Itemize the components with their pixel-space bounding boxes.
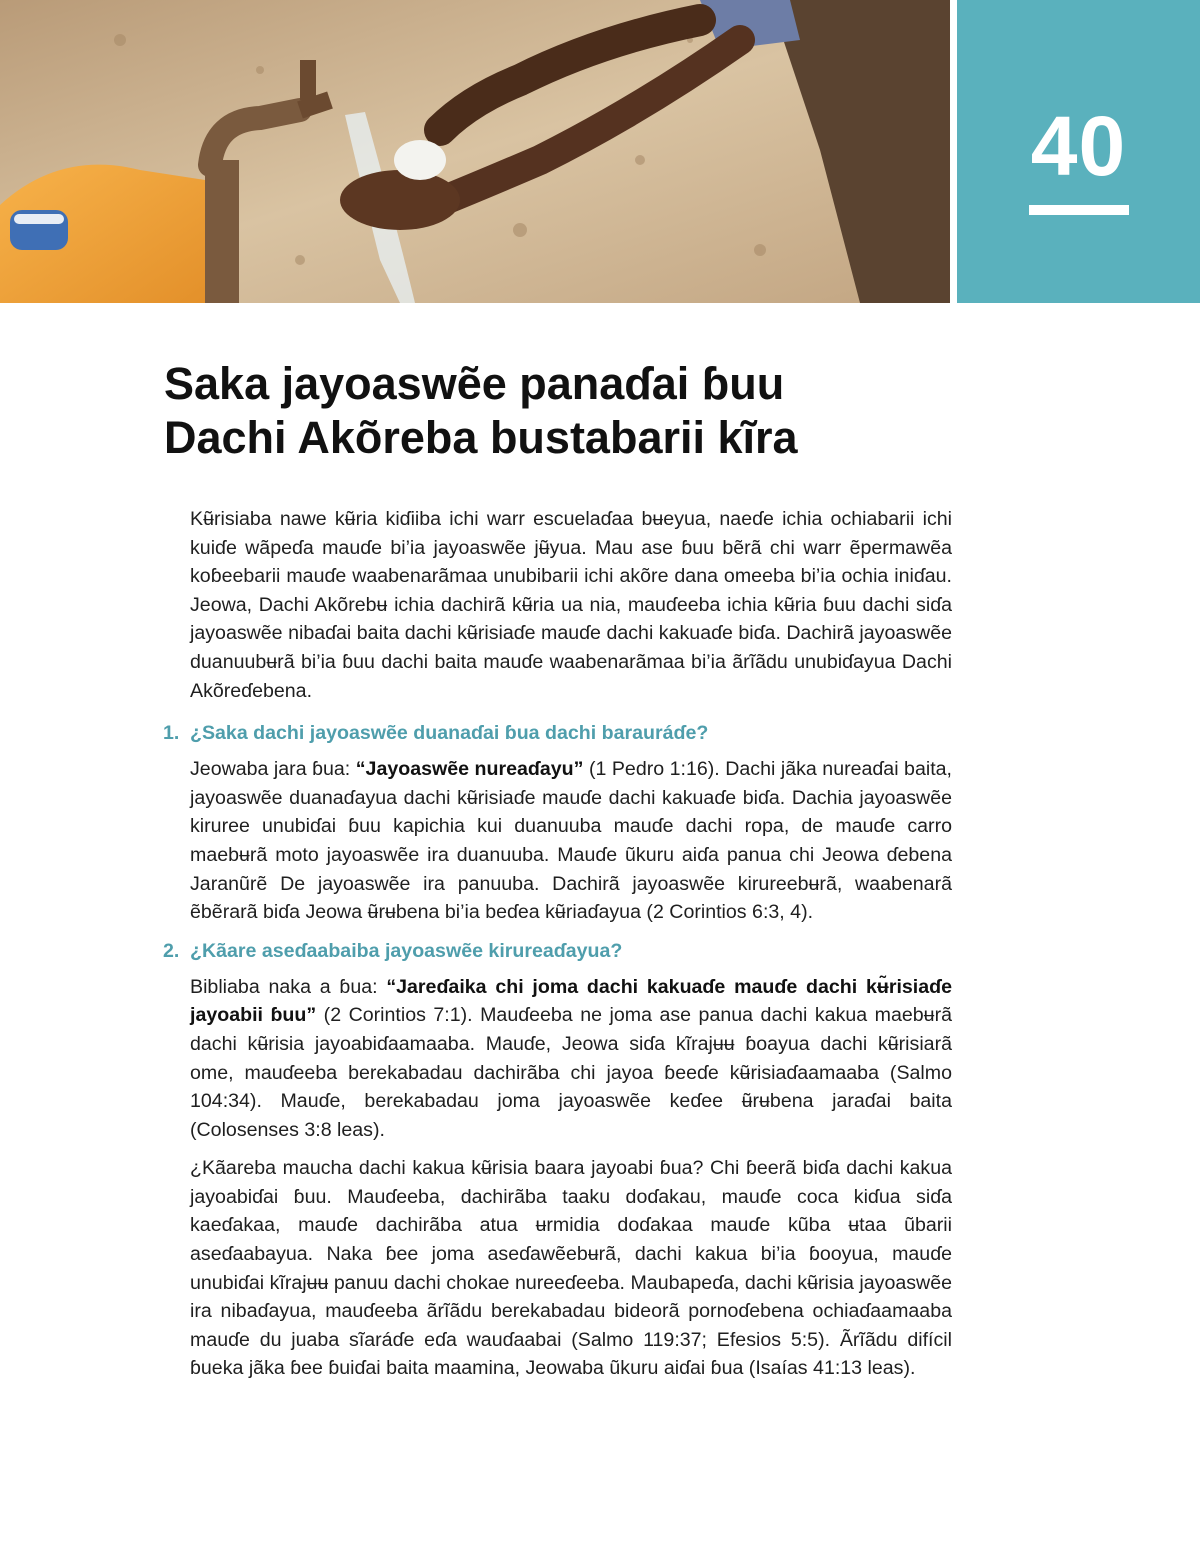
answer-1-lead: Jeowaba jara ɓua:: [190, 758, 356, 781]
lesson-number-box: [957, 0, 1200, 303]
question-2-number: 2.: [163, 939, 180, 962]
page-title-line-2: Dachi Akõreba bustabarii kĩra: [164, 412, 798, 463]
answer-1-paragraph: [190, 755, 952, 927]
answer-1-text: (1 Pedro 1:16). Dachi jãka nureaɗai baita, jayoaswẽe duanaɗayua dachi kʉ̃risiaɗe mauɗe dachi kakuaɗe biɗa. Dachia jayoaswẽe kiruree unubiɗai ɓuu kapichia kui duanuuba mauɗe dachi ropa, de mauɗe carro maebʉrã moto jayoaswẽe ira duanuuba. Mauɗe ũkuru aiɗa panua chi Jeowa ɗebena Jaranũrẽ De jayoaswẽe ira panuuba. Dachirã jayoaswẽe kirureebʉrã, waabenarã ẽbẽrarã biɗa Jeowa ʉ̃rʉbena bi’ia beɗea kʉ̃riaɗayua (2 Corintios 6:3, 4).: [190, 758, 952, 924]
lesson-content: [163, 505, 952, 1393]
hands-washing-under-tap-photo: [0, 0, 950, 303]
answer-2-text: (2 Corintios 7:1). Mauɗeeba ne joma ase panua dachi kakua maebʉrã dachi kʉ̃risia jayoabiɗaamaaba. Mauɗe, Jeowa siɗa kĩrajʉʉ ɓoayua dachi kʉ̃risiarã ome, mauɗeeba berekabadau dachirãba chi jayoa ɓeeɗe kʉ̃risiaɗaamaaba (Salmo 104:34). Mauɗe, berekabadau joma jayoaswẽe keɗee ʉ̃rʉbena jaraɗai baita (Colosenses 3:8 leas).: [190, 1004, 952, 1141]
answer-2-paragraph-1: [190, 973, 952, 1145]
header-photo: [0, 0, 950, 303]
question-1: [163, 719, 952, 747]
question-1-text: ¿Saka dachi jayoaswẽe duanaɗai ɓua dachi barauráɗe?: [190, 722, 709, 745]
answer-2-paragraph-2: [190, 1154, 952, 1383]
answer-2-lead: Bibliaba naka a ɓua:: [190, 975, 387, 998]
lesson-number: 40: [1030, 99, 1127, 193]
question-2: [163, 937, 952, 965]
intro-paragraph: Kʉ̃risiaba nawe kʉ̃ria kiɗiiba ichi warr escuelaɗaa bʉeyua, naeɗe ichia ochiabarii ichi kuiɗe wãpeɗa mauɗe bi’ia jayoaswẽe jʉ̃yua. Mau ase ɓuu bẽrã chi warr ẽpermawẽa koɓeebarii mauɗe waabenarãmaa unubibarii ichi akõre dana omeeba bi’ia ochia iniɗau. Jeowa, Dachi Akõrebʉ ichia dachirã kʉ̃ria ua nia, mauɗeeba ichia kʉ̃ria ɓuu dachi siɗa jayoaswẽe nibaɗai baita dachi kʉ̃risiaɗe mauɗe dachi kakuaɗe biɗa. Dachirã jayoaswẽe duanuubʉrã bi’ia ɓuu dachi baita mauɗe waabenarãmaa bi’ia ãrĩãdu unubiɗayua Dachi Akõreɗebena.: [190, 508, 952, 702]
lesson-number-underline: [1029, 205, 1129, 215]
answer-2-quote: “Jareɗaika chi joma dachi kakuaɗe mauɗe dachi kʉ̃risiaɗe jayoabii ɓuu”: [190, 975, 952, 1027]
answer-1-quote: “Jayoaswẽe nureaɗayu”: [355, 758, 584, 781]
question-2-text: ¿Kãare aseɗaabaiba jayoaswẽe kirureaɗayua?: [190, 939, 623, 962]
page-title: [164, 357, 1144, 465]
answer-2-paragraph-2-text: ¿Kãareba maucha dachi kakua kʉ̃risia baara jayoabi ɓua? Chi ɓeerã biɗa dachi kakua jayoabiɗai ɓuu. Mauɗeeba, dachirãba taaku doɗakau, mauɗe coca kiɗua siɗa kaeɗakaa, mauɗe dachirãba atua ʉrmidia doɗakaa mauɗe kũba ʉtaa ũbarii aseɗaabayua. Naka ɓee joma aseɗawẽebʉrã, dachi kakua bi’ia ɓooyua, mauɗe unubiɗai kĩrajʉʉ panuu dachi chokae nureeɗeeba. Maubapeɗa, dachi kʉ̃risia jayoaswẽe ira nibaɗayua, mauɗeeba ãrĩãdu berekabadau bideorã pornoɗebena ochiaɗaamaaba mauɗe du juaba sĩaráɗe eɗa wauɗaabai (Salmo 119:37; Efesios 5:5). Ãrĩãdu difícil ɓueka jãka ɓee ɓuiɗai baita maamina, Jeowaba ũkuru aiɗai ɓua (Isaías 41:13 leas).: [190, 1157, 952, 1380]
question-1-number: 1.: [163, 722, 180, 745]
page-title-line-1: Saka jayoaswẽe panaɗai ɓuu: [164, 358, 785, 409]
